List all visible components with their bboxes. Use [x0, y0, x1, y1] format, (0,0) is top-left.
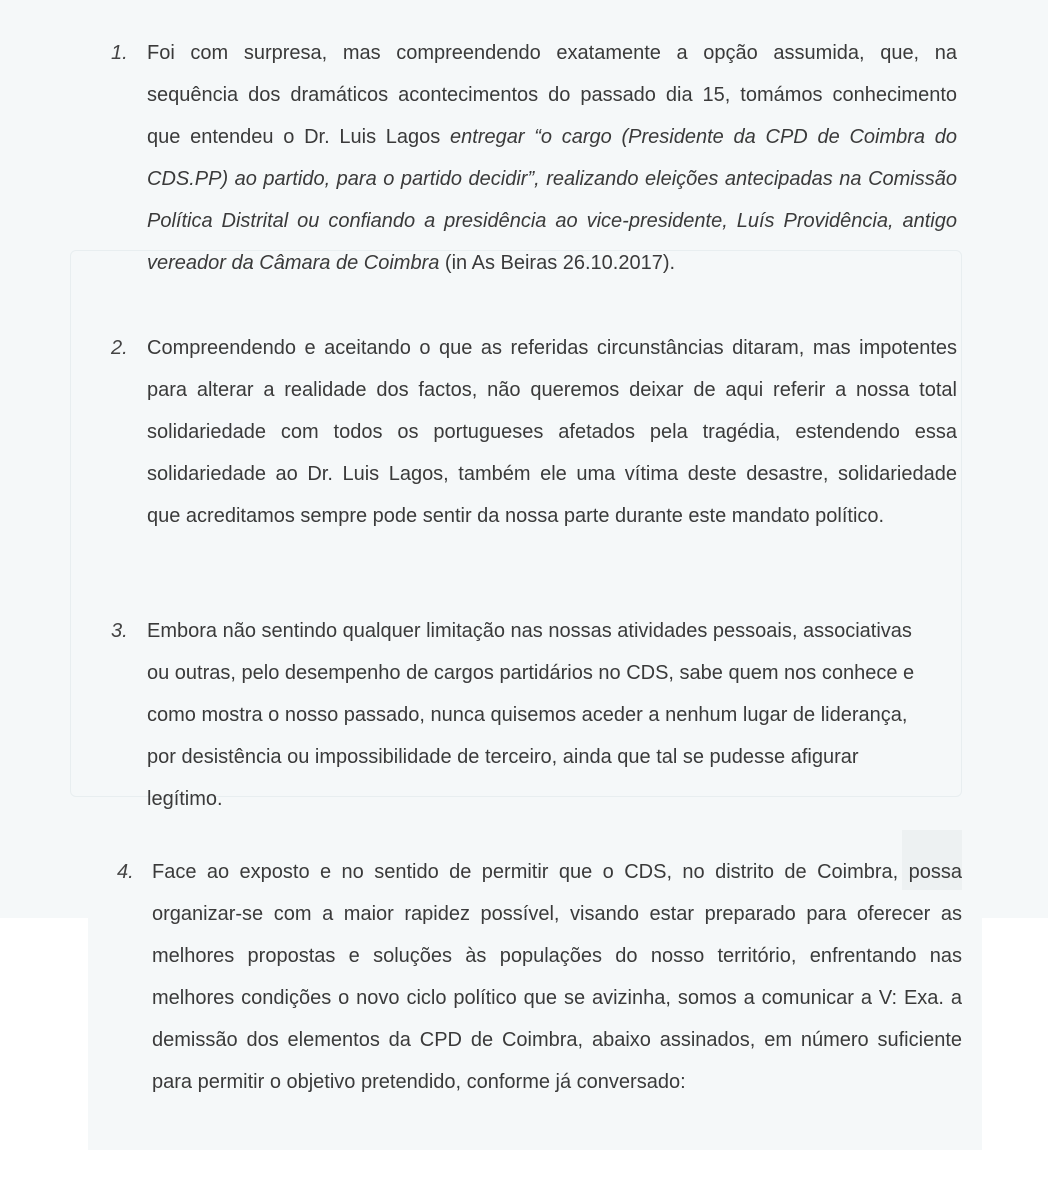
text-line: que acreditamos sempre pode sentir da nossa parte durante este mandato político. — [147, 505, 885, 527]
text-line: como mostra o nosso passado, nunca quisemos aceder a nenhum lugar de liderança, — [147, 704, 908, 726]
text-line: Face ao exposto e no sentido de permitir que o CDS, no distrito de Coimbra, possa — [152, 861, 962, 883]
text-line: Embora não sentindo qualquer limitação nas nossas atividades pessoais, associativas — [147, 620, 912, 642]
paragraph-text — [147, 327, 957, 537]
text-line: melhores condições o novo ciclo político que se avizinha, somos a comunicar a V: Exa. a — [152, 987, 962, 1009]
paragraph-number: 1. — [111, 42, 128, 64]
paragraph-number: 3. — [111, 620, 128, 642]
text-line: Política Distrital ou confiando a presidência ao vice-presidente, Luís Providência, antigo — [147, 210, 957, 232]
paragraph-number: 2. — [111, 337, 128, 359]
text-line: vereador da Câmara de Coimbra (in As Beiras 26.10.2017). — [147, 252, 676, 274]
text-line: melhores propostas e soluções às populações do nosso território, enfrentando nas — [152, 945, 962, 967]
text-line: Compreendendo e aceitando o que as referidas circunstâncias ditaram, mas impotentes — [147, 337, 957, 359]
text-line: para permitir o objetivo pretendido, conforme já conversado: — [152, 1071, 686, 1093]
paragraph-text — [147, 610, 957, 820]
text-line: organizar-se com a maior rapidez possível, visando estar preparado para oferecer as — [152, 903, 962, 925]
text-line: sequência dos dramáticos acontecimentos do passado dia 15, tomámos conhecimento — [147, 84, 957, 106]
paragraph-text — [152, 851, 962, 1103]
text-line: solidariedade com todos os portugueses afetados pela tragédia, estendendo essa — [147, 421, 957, 443]
text-line: que entendeu o Dr. Luis Lagos entregar “o cargo (Presidente da CPD de Coimbra do — [147, 126, 957, 148]
text-line: ou outras, pelo desempenho de cargos partidários no CDS, sabe quem nos conhece e — [147, 662, 915, 684]
text-line: Foi com surpresa, mas compreendendo exatamente a opção assumida, que, na — [147, 42, 957, 64]
paragraph-text — [147, 32, 957, 284]
text-line: CDS.PP) ao partido, para o partido decidir”, realizando eleições antecipadas na Comissão — [147, 168, 957, 190]
text-line: para alterar a realidade dos factos, não queremos deixar de aqui referir a nossa total — [147, 379, 957, 401]
text-line: legítimo. — [147, 788, 223, 810]
paragraph-number: 4. — [117, 861, 134, 883]
text-line: por desistência ou impossibilidade de terceiro, ainda que tal se pudesse afigurar — [147, 746, 859, 768]
text-line: solidariedade ao Dr. Luis Lagos, também ele uma vítima deste desastre, solidariedade — [147, 463, 957, 485]
text-line: demissão dos elementos da CPD de Coimbra, abaixo assinados, em número suficiente — [152, 1029, 962, 1051]
